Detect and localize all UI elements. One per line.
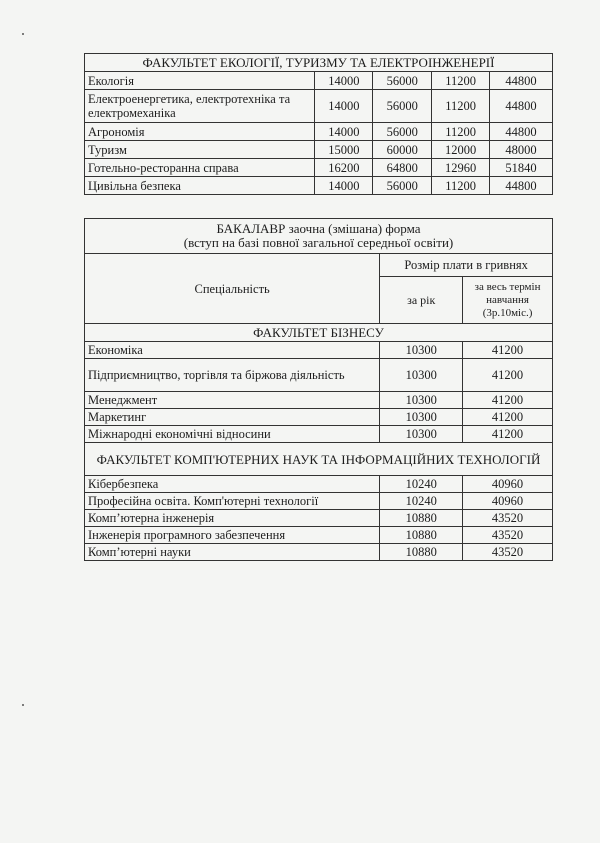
specialty-name: Туризм — [85, 141, 315, 159]
fee-cell: 14000 — [315, 90, 373, 123]
specialty-name: Кібербезпека — [85, 476, 380, 493]
fee-year: 10300 — [380, 359, 463, 392]
fee-year: 10300 — [380, 409, 463, 426]
fee-full: 41200 — [463, 426, 553, 443]
fee-year: 10880 — [380, 510, 463, 527]
fee-cell: 12960 — [432, 159, 490, 177]
fee-cell: 48000 — [490, 141, 553, 159]
full-term-line: навчання — [486, 293, 529, 306]
fee-full: 41200 — [463, 392, 553, 409]
table-row — [85, 342, 553, 359]
specialty-name: Підприємництво, торгівля та біржова діяльність — [85, 359, 380, 392]
fee-cell: 11200 — [432, 177, 490, 195]
specialty-name: Професійна освіта. Комп'ютерні технології — [85, 493, 380, 510]
table-title-line: БАКАЛАВР заочна (змішана) форма — [216, 221, 421, 236]
specialty-name: Комп’ютерна інженерія — [85, 510, 380, 527]
fee-full: 43520 — [463, 510, 553, 527]
table-row — [85, 72, 553, 90]
fee-cell: 56000 — [373, 177, 432, 195]
fee-cell: 12000 — [432, 141, 490, 159]
specialty-name: Економіка — [85, 342, 380, 359]
table-row — [85, 476, 553, 493]
table-row — [85, 141, 553, 159]
fee-year: 10240 — [380, 476, 463, 493]
fee-cell: 15000 — [315, 141, 373, 159]
faculty-heading: ФАКУЛЬТЕТ БІЗНЕСУ — [85, 324, 553, 342]
table-title — [85, 219, 553, 254]
faculty-heading: ФАКУЛЬТЕТ ЕКОЛОГІЇ, ТУРИЗМУ ТА ЕЛЕКТРОІНЖЕНЕРІЇ — [85, 54, 553, 72]
table-row — [85, 493, 553, 510]
ecology-faculty-fee-table — [84, 53, 553, 195]
fee-full: 40960 — [463, 476, 553, 493]
fee-full: 43520 — [463, 527, 553, 544]
fee-cell: 64800 — [373, 159, 432, 177]
table-row — [85, 159, 553, 177]
fee-year: 10880 — [380, 544, 463, 561]
full-term-line: (3р.10міс.) — [482, 306, 533, 319]
fee-year: 10300 — [380, 426, 463, 443]
bachelor-parttime-fee-table — [84, 218, 553, 561]
table-row — [85, 426, 553, 443]
specialty-name: Інженерія програмного забезпечення — [85, 527, 380, 544]
column-header-full-term — [463, 277, 553, 324]
fee-cell: 11200 — [432, 90, 490, 123]
full-term-line: за весь термін — [474, 280, 541, 293]
table-row — [85, 527, 553, 544]
fee-full: 41200 — [463, 359, 553, 392]
table-row — [85, 90, 553, 123]
fee-cell: 44800 — [490, 177, 553, 195]
table-row — [85, 544, 553, 561]
scan-dot — [22, 704, 24, 706]
specialty-name: Міжнародні економічні відносини — [85, 426, 380, 443]
table-row — [85, 177, 553, 195]
specialty-name: Комп’ютерні науки — [85, 544, 380, 561]
fee-cell: 60000 — [373, 141, 432, 159]
fee-year: 10300 — [380, 342, 463, 359]
table-row — [85, 510, 553, 527]
specialty-name: Менеджмент — [85, 392, 380, 409]
fee-cell: 14000 — [315, 123, 373, 141]
fee-cell: 44800 — [490, 72, 553, 90]
fee-full: 40960 — [463, 493, 553, 510]
fee-year: 10880 — [380, 527, 463, 544]
fee-cell: 44800 — [490, 123, 553, 141]
fee-cell: 56000 — [373, 123, 432, 141]
specialty-name: Агрономія — [85, 123, 315, 141]
table-subtitle-line: (вступ на базі повної загальної середньої освіти) — [183, 235, 454, 250]
fee-year: 10240 — [380, 493, 463, 510]
fee-cell: 11200 — [432, 72, 490, 90]
fee-full: 41200 — [463, 409, 553, 426]
specialty-name: Цивільна безпека — [85, 177, 315, 195]
fee-cell: 11200 — [432, 123, 490, 141]
table-row — [85, 359, 553, 392]
fee-cell: 56000 — [373, 90, 432, 123]
fee-cell: 44800 — [490, 90, 553, 123]
specialty-name: Готельно-ресторанна справа — [85, 159, 315, 177]
fee-cell: 14000 — [315, 177, 373, 195]
column-header-fee: Розмір плати в гривнях — [380, 254, 553, 277]
fee-full: 43520 — [463, 544, 553, 561]
specialty-name: Екологія — [85, 72, 315, 90]
specialty-name: Маркетинг — [85, 409, 380, 426]
table-row — [85, 409, 553, 426]
faculty-heading: ФАКУЛЬТЕТ КОМП'ЮТЕРНИХ НАУК ТА ІНФОРМАЦІЙНИХ ТЕХНОЛОГІЙ — [85, 443, 553, 476]
fee-cell: 14000 — [315, 72, 373, 90]
table-row — [85, 123, 553, 141]
fee-cell: 56000 — [373, 72, 432, 90]
fee-cell: 51840 — [490, 159, 553, 177]
column-header-year: за рік — [380, 277, 463, 324]
fee-full: 41200 — [463, 342, 553, 359]
scan-dot — [22, 33, 24, 35]
table-row — [85, 392, 553, 409]
specialty-name: Електроенергетика, електротехніка та електромеханіка — [85, 90, 315, 123]
column-header-specialty: Спеціальність — [85, 254, 380, 324]
fee-cell: 16200 — [315, 159, 373, 177]
fee-year: 10300 — [380, 392, 463, 409]
